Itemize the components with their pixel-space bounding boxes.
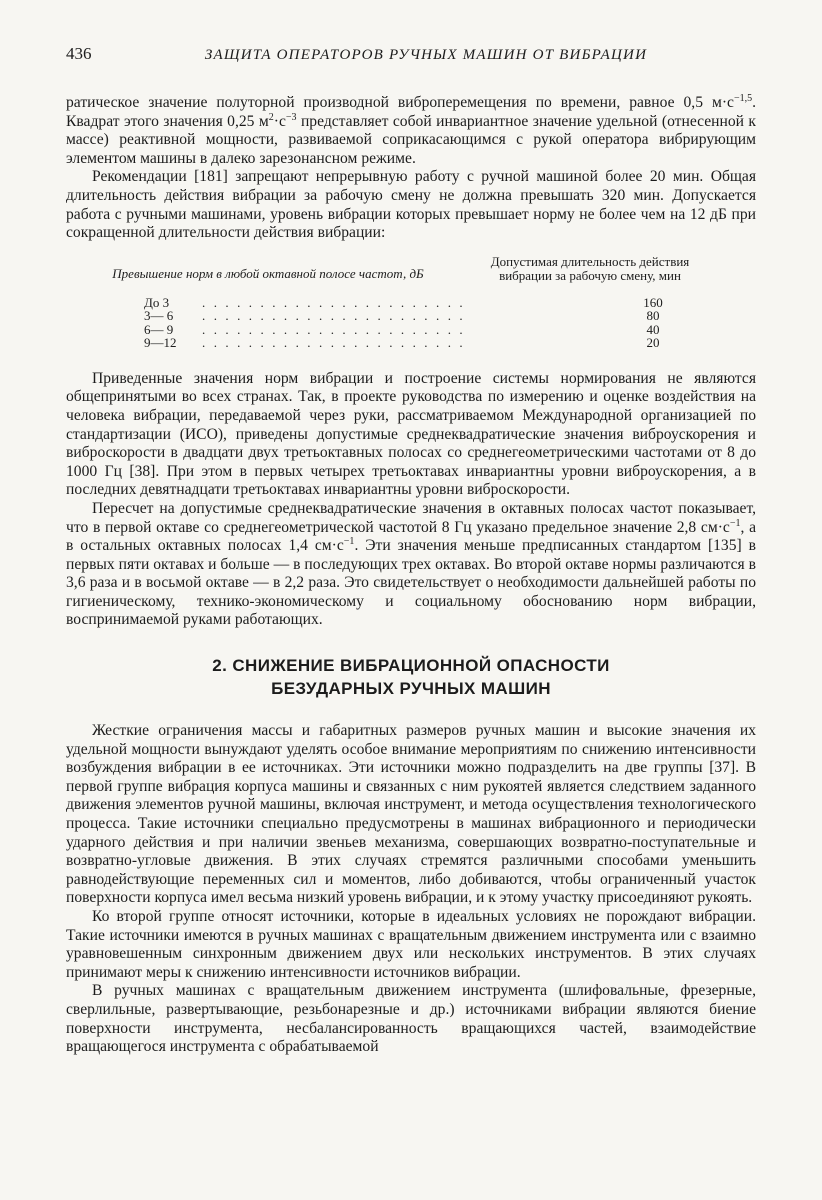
table-cell-minutes: 80 [646, 308, 660, 324]
paragraph-5: Жесткие ограничения массы и габаритных размеров ручных машин и высокие значения их удельной мощности вынуждают уделять особое внимание мероприятиям по снижению интенсивности возбуждения вибрации в ее источниках. Эти источники можно подразделить на две группы [37]. В первой группе вибрация корпуса машины и связанных с ним рукоятей является следствием заданного движения элементов ручной машины, включая инструмент, и метода осуществления технологического процесса. Такие источники специально предусмотрены в машинах вибрационного и периодически ударного действия и при наличии звеньев механизма, совершающих возвратно-поступательные и возвратно-угловые движения. В этих случаях стремятся различными способами уменьшить равнодействующие переменных сил и моментов, либо добиваются, чтобы ограниченный участок поверхности корпуса имел весьма низкий уровень вибрации, и к этому участку присоединяют рукоять. [66, 722, 756, 907]
table-cell-range: 3— 6 [144, 308, 174, 324]
page-header [66, 44, 756, 74]
paragraph-6: Ко второй группе относят источники, которые в идеальных условиях не порождают вибрации. Такие источники имеются в ручных машинах с вращательным движением инструмента или с взаимно уравновешенным синхронным движением двух или нескольких инструментов. В этих случаях принимают меры к снижению интенсивности источников вибрации. [66, 908, 756, 981]
paragraph-2: Рекомендации [181] запрещают непрерывную работу с ручной машиной более 20 мин. Общая длительность действия вибрации за рабочую смену не должна превышать 320 мин. Допускается работа с ручными машинами, уровень вибрации которых превышает норму не более чем на 12 дБ при сокращенной длительности действия вибрации: [66, 168, 756, 242]
leader-dots: . . . . . . . . . . . . . . . . . . . . . . . [202, 322, 466, 337]
table-cell-minutes: 160 [643, 294, 663, 310]
table-header [66, 255, 756, 284]
table-row [66, 309, 756, 323]
table-row [66, 296, 756, 310]
table-cell-range: 9—12 [144, 335, 177, 351]
table-cell-range: 6— 9 [144, 321, 174, 337]
table-col1-header: Превышение норм в любой октавной полосе частот, дБ [112, 266, 424, 282]
paragraph-7: В ручных машинах с вращательным движением инструмента (шлифовальные, фрезерные, сверлильные, развертывающие, резьбонарезные и др.) источниками вибрации являются биение поверхности инструмента, несбалансированность вращающихся частей, взаимодействие вращающегося инструмента с обрабатываемой [66, 982, 756, 1056]
leader-dots: . . . . . . . . . . . . . . . . . . . . . . . [202, 336, 466, 351]
section-heading [66, 654, 756, 700]
table-row [66, 323, 756, 337]
table-body [66, 296, 756, 350]
leader-dots: . . . . . . . . . . . . . . . . . . . . . . . [202, 309, 466, 324]
running-title: ЗАЩИТА ОПЕРАТОРОВ РУЧНЫХ МАШИН ОТ ВИБРАЦИИ [204, 47, 648, 63]
table-cell-minutes: 40 [646, 321, 660, 337]
leader-dots: . . . . . . . . . . . . . . . . . . . . . . . [202, 295, 466, 310]
table-col2-header: Допустимая длительность действия вибрации за рабочую смену, мин [490, 253, 690, 284]
vibration-duration-table [66, 255, 756, 350]
paragraph-4: Пересчет на допустимые среднеквадратические значения в октавных полосах частот показывает, что в первой октаве со среднегеометрической частотой 8 Гц указано предельное значение 2,8 $см\cdot с^{-1}$, а в остальных октавных полосах 1,4 $см\cdot с^{-1}$. Эти значения меньше предписанных стандартом [135] в первых пяти октавах и больше — в последующих трех октавах. Во второй октаве нормы различаются в 3,6 раза и в восьмой октаве — в 2,2 раза. Это свидетельствует о необходимости дальнейшей работы по гигиеническому, технико-экономическому и социальному обоснованию норм вибрации, воспринимаемой руками работающих. [66, 499, 757, 629]
table-cell-minutes: 20 [646, 335, 660, 351]
table-cell-range: До 3 [144, 294, 170, 310]
section-heading-line-2: БЕЗУДАРНЫХ РУЧНЫХ МАШИН [271, 679, 551, 699]
paragraph-1: ратическое значение полуторной производной виброперемещения по времени, равное 0,5 $м\cdot с^{-1,5}$. Квадрат этого значения 0,25 $м^2\cdot с^{-3}$ представляет собой инвариантное значение удельной (отнесенной к массе) реактивной мощности, развиваемой соприкасающимся с рукой оператора вибрирующим элементом машины в далеко зарезонансном режиме. [66, 92, 756, 167]
page-number: 436 [66, 44, 92, 63]
table-row [66, 336, 756, 350]
body-text [66, 94, 756, 1057]
section-heading-line-1: 2. СНИЖЕНИЕ ВИБРАЦИОННОЙ ОПАСНОСТИ [212, 656, 610, 676]
paragraph-3: Приведенные значения норм вибрации и построение системы нормирования не являются общепринятыми во всех странах. Так, в проекте руководства по измерению и оценке воздействия на человека вибрации, передаваемой через руки, рассматриваемом Международной организацией по стандартизации (ИСО), приведены допустимые среднеквадратические значения виброускорения и виброскорости в двадцати двух третьоктавных полосах со среднегеометрическими частотами от 8 до 1000 Гц [38]. При этом в первых четырех третьоктавах инвариантны уровни виброускорения, а в последних девятнадцати третьоктавах инвариантны уровни виброскорости. [66, 369, 756, 499]
